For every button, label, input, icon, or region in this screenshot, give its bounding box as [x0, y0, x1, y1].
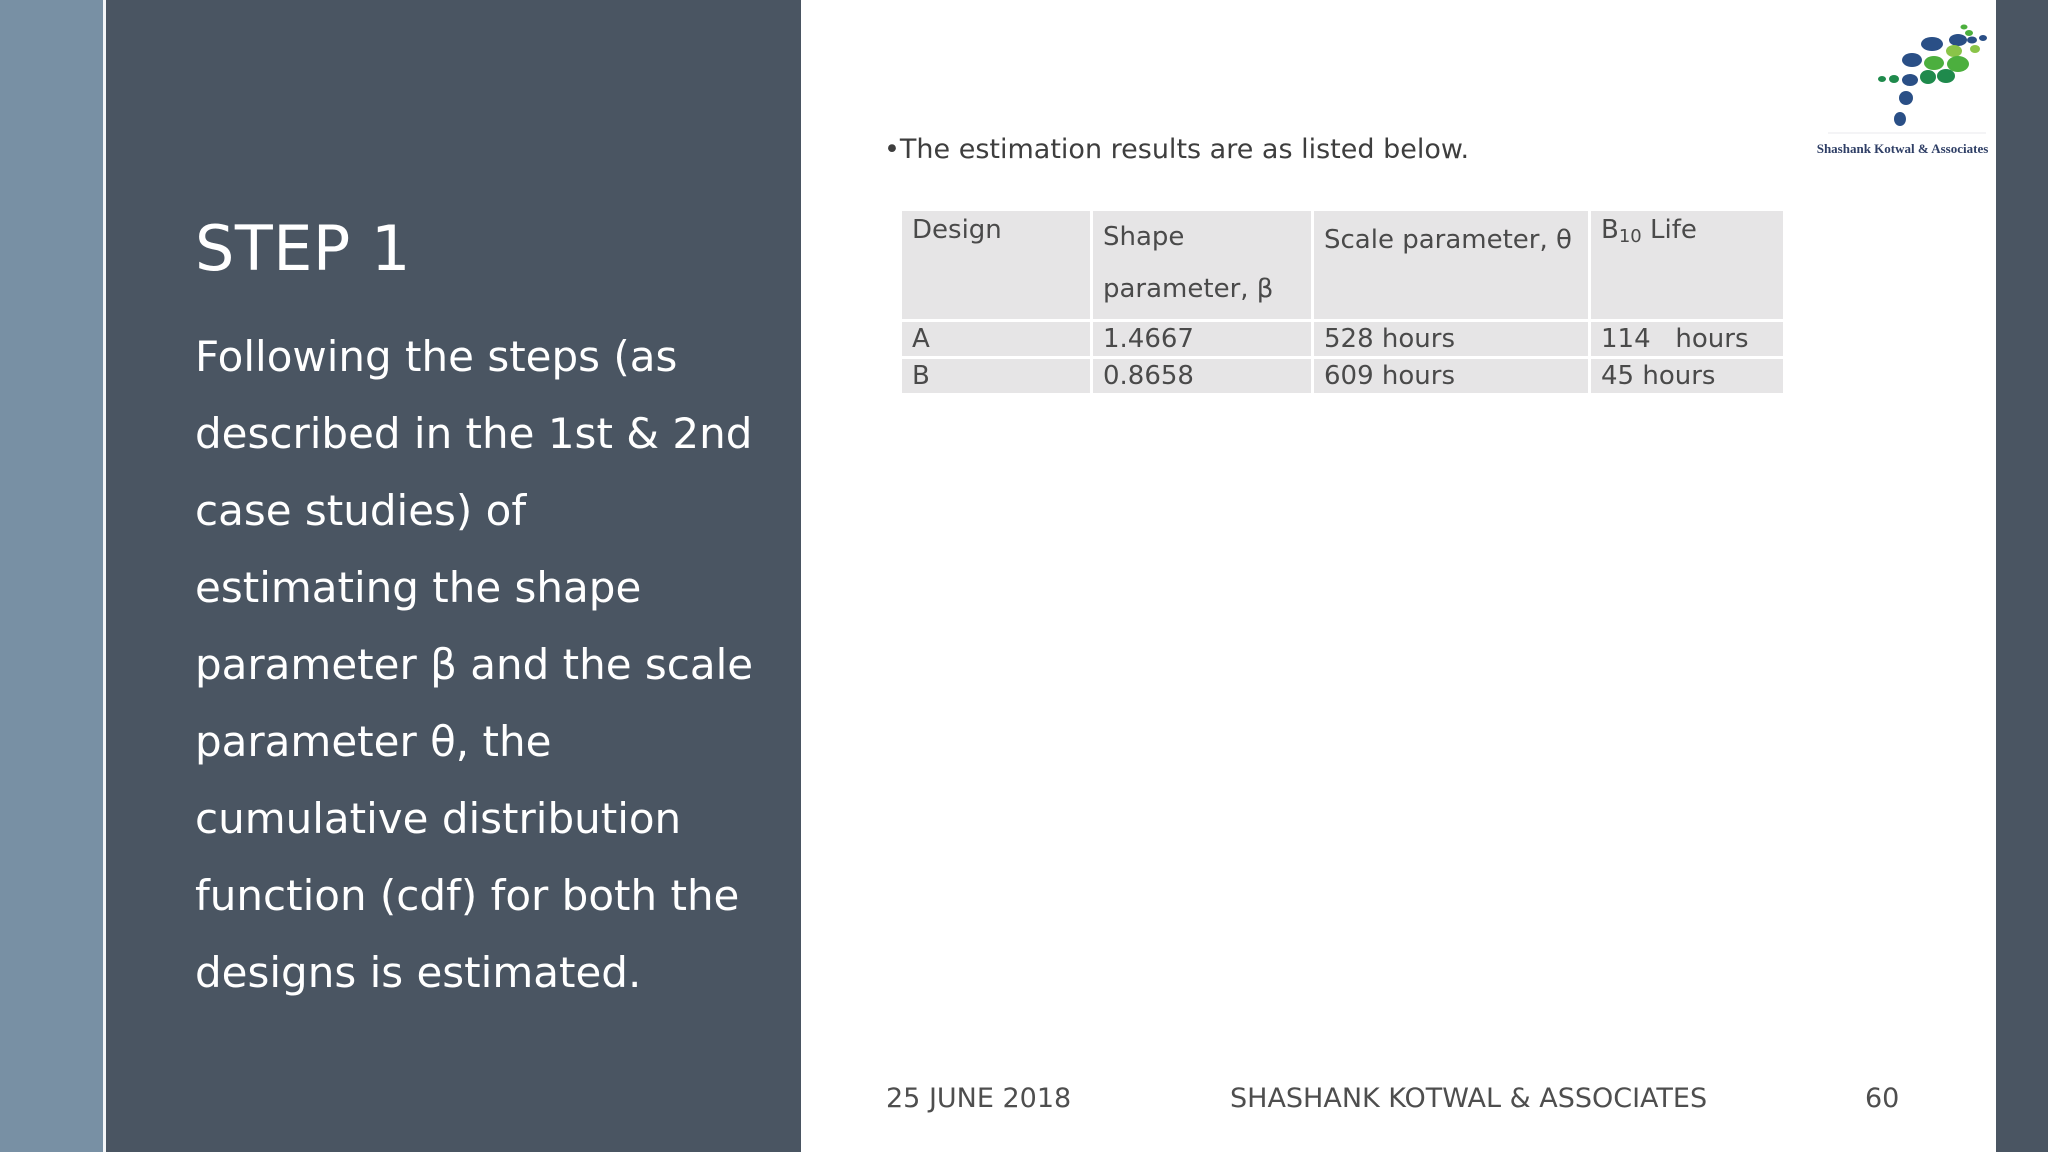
footer-page-number: 60	[1865, 1083, 1900, 1114]
logo-dot	[1899, 91, 1913, 105]
cell-shape: 0.8658	[1092, 358, 1313, 395]
footer-date: 25 JUNE 2018	[886, 1083, 1072, 1114]
header-shape	[1092, 210, 1313, 321]
header-b10-main: B	[1601, 215, 1619, 245]
logo-dot	[1902, 53, 1922, 67]
logo-dot	[1970, 45, 1980, 53]
header-shape-line2: parameter, β	[1103, 274, 1274, 304]
logo-dot	[1920, 70, 1936, 84]
step-description: Following the steps (as described in the 1st & 2nd case studies) of estimating the shape parameter β and the scale parameter θ, the cumulative distribution function (cdf) for both the designs is estimated.	[195, 332, 754, 997]
logo-dot	[1889, 75, 1899, 83]
header-b10-subscript: 10	[1618, 226, 1642, 247]
logo-dot	[1937, 69, 1955, 83]
cell-scale: 609 hours	[1313, 358, 1590, 395]
logo-dot	[1946, 45, 1962, 57]
logo-dot	[1894, 112, 1906, 126]
logo-dot	[1967, 37, 1977, 44]
table-row	[901, 321, 1785, 358]
table-row	[901, 358, 1785, 395]
table-header-row	[901, 210, 1785, 321]
cell-scale: 528 hours	[1313, 321, 1590, 358]
cell-b10: 114 hours	[1590, 321, 1785, 358]
step-title: STEP 1	[195, 212, 411, 285]
logo-dot	[1878, 76, 1886, 82]
bullet-text: •The estimation results are as listed below.	[884, 134, 1470, 165]
right-accent-strip	[1996, 0, 2048, 1152]
logo-dot	[1949, 34, 1967, 46]
header-design-label: Design	[912, 215, 1002, 245]
logo-text: Shashank Kotwal & Associates	[1816, 141, 1989, 156]
header-scale	[1313, 210, 1590, 321]
logo-dot	[1902, 74, 1918, 86]
footer-company: SHASHANK KOTWAL & ASSOCIATES	[1230, 1083, 1708, 1114]
cell-design: A	[901, 321, 1092, 358]
cell-shape: 1.4667	[1092, 321, 1313, 358]
logo-dot	[1979, 35, 1987, 41]
cell-design: B	[901, 358, 1092, 395]
header-shape-line1: Shape	[1103, 222, 1185, 252]
header-scale-label: Scale parameter, θ	[1324, 225, 1572, 255]
logo-dot	[1924, 56, 1944, 70]
header-b10-rest: Life	[1641, 215, 1697, 245]
logo-dot	[1961, 25, 1968, 30]
logo-dot	[1921, 37, 1943, 51]
estimation-results-table	[899, 208, 1786, 396]
logo-dot	[1947, 56, 1969, 72]
logo-dot	[1965, 30, 1973, 36]
cell-b10: 45 hours	[1590, 358, 1785, 395]
header-design	[901, 210, 1092, 321]
header-b10-life	[1590, 210, 1785, 321]
left-accent-strip	[0, 0, 103, 1152]
